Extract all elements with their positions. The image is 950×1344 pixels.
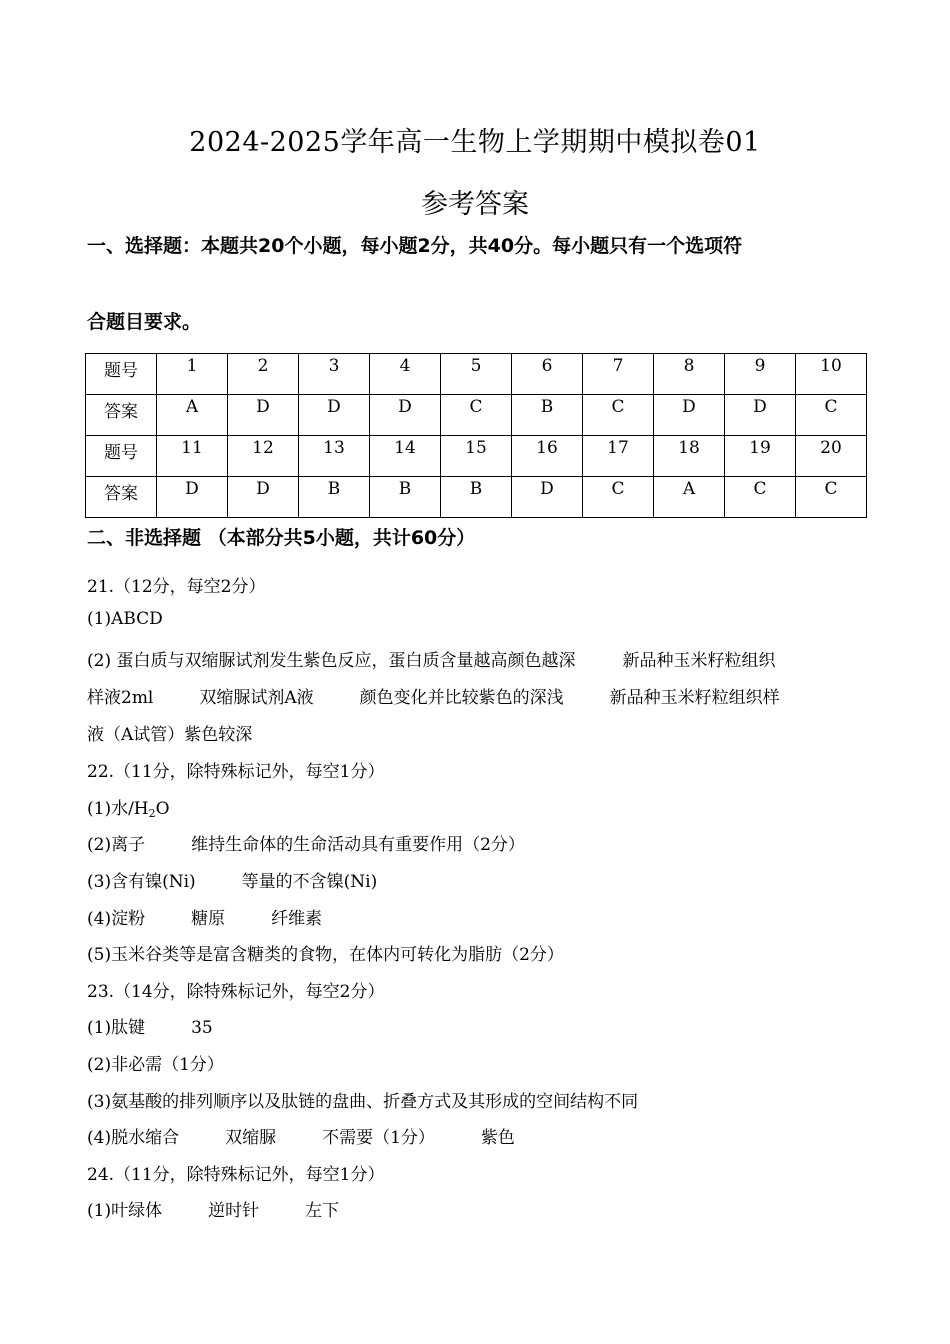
question-number-cell: 6 [512, 354, 583, 395]
q23-answer-4 [87, 1123, 877, 1148]
question-number-cell: 14 [370, 436, 441, 477]
q24-answer-1 [87, 1196, 877, 1221]
answer-cell: D [157, 477, 228, 518]
question-number-label: 题号 [86, 436, 157, 477]
q21-blank-reagent: 双缩脲试剂A液 [199, 688, 314, 708]
q22-header: 22.（11分，除特殊标记外，每空1分） [87, 762, 385, 782]
q22-answer-1-subscript: 2 [148, 807, 156, 820]
question-number-cell: 19 [725, 436, 796, 477]
question-number-cell: 5 [441, 354, 512, 395]
q24-answer-1a: (1)叶绿体 [87, 1201, 163, 1221]
section2-heading: 二、非选择题 （本部分共5小题，共计60分） [87, 527, 476, 549]
q24-header: 24.（11分，除特殊标记外，每空1分） [87, 1165, 385, 1185]
q22-answer-3b: 等量的不含镍(Ni) [241, 872, 378, 892]
answer-cell: C [583, 395, 654, 436]
q21-answer-2-line3: 液（A试管）紫色较深 [87, 725, 253, 745]
q22-answer-4a: (4)淀粉 [87, 909, 146, 929]
question-number-cell: 8 [654, 354, 725, 395]
q23-answer-1 [87, 1013, 877, 1038]
answer-cell: D [228, 477, 299, 518]
answer-cell: D [654, 395, 725, 436]
page-title: 2024-2025学年高一生物上学期期中模拟卷01 [189, 127, 761, 158]
question-number-cell: 4 [370, 354, 441, 395]
question-number-cell: 15 [441, 436, 512, 477]
q22-answer-4c: 纤维素 [271, 909, 323, 929]
answer-cell: C [796, 395, 867, 436]
q23-answer-3: (3)氨基酸的排列顺序以及肽链的盘曲、折叠方式及其形成的空间结构不同 [87, 1092, 639, 1112]
q21-answer-2-text-b: 新品种玉米籽粒组织 [622, 651, 776, 671]
question-number-cell: 20 [796, 436, 867, 477]
answer-label: 答案 [86, 395, 157, 436]
q23-answer-4c: 不需要（1分） [322, 1128, 435, 1148]
answer-cell: C [441, 395, 512, 436]
question-number-cell: 7 [583, 354, 654, 395]
question-number-cell: 11 [157, 436, 228, 477]
question-number-cell: 17 [583, 436, 654, 477]
page-subtitle: 参考答案 [421, 189, 529, 220]
answer-cell: A [654, 477, 725, 518]
q22-answer-1-text: (1)水/H [87, 799, 149, 819]
answer-cell: D [228, 395, 299, 436]
q21-answer-1: (1)ABCD [87, 609, 163, 629]
q23-answer-4b: 双缩脲 [225, 1128, 277, 1148]
section1-heading: 一、选择题：本题共20个小题，每小题2分，共40分。每小题只有一个选项符 [87, 235, 743, 257]
answer-cell: B [512, 395, 583, 436]
answer-label: 答案 [86, 477, 157, 518]
q21-header: 21.（12分，每空2分） [87, 577, 266, 597]
question-number-cell: 3 [299, 354, 370, 395]
q22-answer-4b: 糖原 [191, 909, 226, 929]
question-number-cell: 9 [725, 354, 796, 395]
question-number-label: 题号 [86, 354, 157, 395]
table-row-answers [86, 477, 867, 518]
section1-heading-cont: 合题目要求。 [87, 311, 202, 333]
q22-answer-1 [87, 794, 877, 820]
q21-answer-2 [87, 646, 877, 671]
q22-answer-3a: (3)含有镍(Ni) [87, 872, 196, 892]
q24-answer-1b: 逆时针 [208, 1201, 260, 1221]
q21-blank-sample: 样液2ml [87, 688, 154, 708]
q23-answer-1a: (1)肽键 [87, 1018, 146, 1038]
q22-answer-2b: 维持生命体的生命活动具有重要作用（2分） [191, 835, 525, 855]
question-number-cell: 12 [228, 436, 299, 477]
table-row-numbers [86, 354, 867, 395]
answer-cell: C [583, 477, 654, 518]
answer-cell: D [512, 477, 583, 518]
q21-blank-result: 新品种玉米籽粒组织样 [609, 688, 780, 708]
q23-answer-1b: 35 [191, 1018, 213, 1038]
q21-blank-observe: 颜色变化并比较紫色的深浅 [359, 688, 564, 708]
question-number-cell: 2 [228, 354, 299, 395]
q23-answer-4d: 紫色 [480, 1128, 515, 1148]
answer-cell: D [299, 395, 370, 436]
q22-answer-4 [87, 904, 877, 929]
answer-cell: C [796, 477, 867, 518]
answer-cell: C [725, 477, 796, 518]
q22-answer-5: (5)玉米谷类等是富含糖类的食物，在体内可转化为脂肪（2分） [87, 945, 564, 965]
question-number-cell: 10 [796, 354, 867, 395]
question-number-cell: 1 [157, 354, 228, 395]
question-number-cell: 18 [654, 436, 725, 477]
answer-cell: A [157, 395, 228, 436]
q23-header: 23.（14分，除特殊标记外，每空2分） [87, 982, 385, 1002]
table-row-answers [86, 395, 867, 436]
answer-cell: B [299, 477, 370, 518]
answer-cell: D [725, 395, 796, 436]
answer-cell: D [370, 395, 441, 436]
question-number-cell: 16 [512, 436, 583, 477]
q22-answer-2a: (2)离子 [87, 835, 146, 855]
answer-table [85, 353, 867, 518]
q24-answer-1c: 左下 [305, 1201, 340, 1221]
q21-answer-2-line2 [87, 683, 877, 708]
q22-answer-1-suffix: O [155, 799, 170, 819]
q21-answer-2-text: (2) 蛋白质与双缩脲试剂发生紫色反应，蛋白质含量越高颜色越深 [87, 651, 576, 671]
answer-cell: B [370, 477, 441, 518]
q23-answer-2: (2)非必需（1分） [87, 1055, 224, 1075]
q23-answer-4a: (4)脱水缩合 [87, 1128, 180, 1148]
question-number-cell: 13 [299, 436, 370, 477]
q22-answer-2 [87, 830, 877, 855]
answer-cell: B [441, 477, 512, 518]
q22-answer-3 [87, 867, 877, 892]
table-row-numbers [86, 436, 867, 477]
